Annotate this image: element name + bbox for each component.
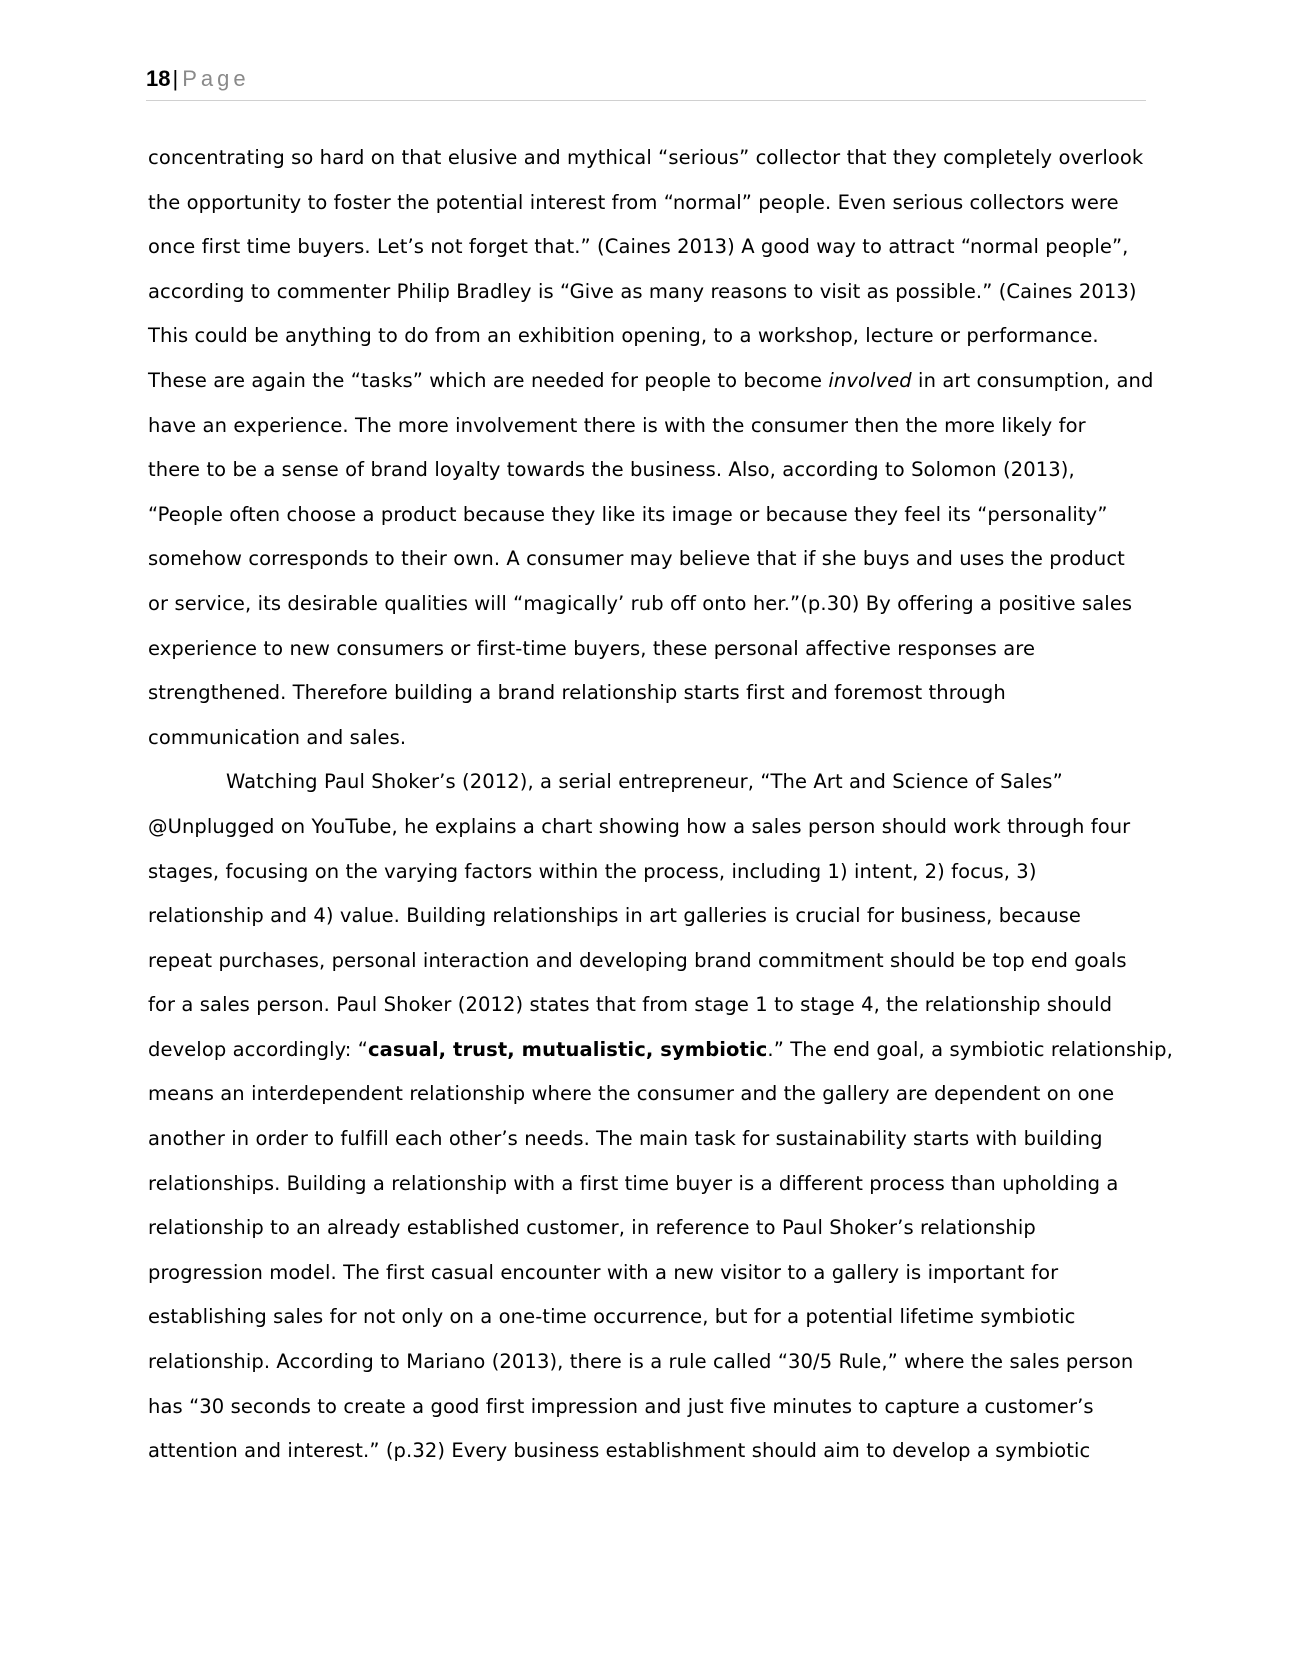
text-line: This could be anything to do from an exhibition opening, to a workshop, lecture or performance.: [148, 324, 1099, 348]
text-line: attention and interest.” (p.32) Every business establishment should aim to develop a symbiotic: [148, 1439, 1091, 1463]
text-line: concentrating so hard on that elusive and mythical “serious” collector that they completely overlook: [148, 146, 1144, 169]
text-line: repeat purchases, personal interaction and developing brand commitment should be top end goals: [148, 948, 1127, 972]
text-line: relationship to an already established customer, in reference to Paul Shoker’s relationship: [148, 1216, 1036, 1240]
text-line: relationship and 4) value. Building relationships in art galleries is crucial for business, because: [148, 904, 1082, 928]
text-line: establishing sales for not only on a one-time occurrence, but for a potential lifetime symbiotic: [148, 1305, 1076, 1329]
page-header: [146, 66, 1146, 101]
text-line: relationship. According to Mariano (2013), there is a rule called “30/5 Rule,” where the sales person: [148, 1350, 1134, 1374]
text-line: communication and sales.: [148, 725, 407, 749]
text-line: experience to new consumers or first-time buyers, these personal affective responses are: [148, 636, 1036, 660]
document-body: [148, 136, 1173, 1474]
text-line: another in order to fulfill each other’s needs. The main task for sustainability starts with building: [148, 1127, 1103, 1151]
paragraph-start-line: Watching Paul Shoker’s (2012), a serial entrepreneur, “The Art and Science of Sales”: [226, 770, 1063, 794]
text-line: relationships. Building a relationship with a first time buyer is a different process than upholding a: [148, 1171, 1119, 1195]
text-line: strengthened. Therefore building a brand relationship starts first and foremost through: [148, 681, 1006, 705]
text-line: according to commenter Philip Bradley is “Give as many reasons to visit as possible.” (Caines 2013): [148, 279, 1137, 303]
text-line: there to be a sense of brand loyalty towards the business. Also, according to Solomon (2013),: [148, 458, 1075, 482]
text-line: have an experience. The more involvement there is with the consumer then the more likely for: [148, 413, 1086, 437]
text-line: means an interdependent relationship where the consumer and the gallery are dependent on one: [148, 1082, 1115, 1106]
text-line: “People often choose a product because they like its image or because they feel its “personality”: [148, 502, 1108, 526]
text-line: for a sales person. Paul Shoker (2012) states that from stage 1 to stage 4, the relationship should: [148, 993, 1113, 1017]
text-line: once first time buyers. Let’s not forget that.” (Caines 2013) A good way to attract “normal people”,: [148, 235, 1129, 259]
text-line: somehow corresponds to their own. A consumer may believe that if she buys and uses the product: [148, 547, 1125, 571]
text-line: the opportunity to foster the potential interest from “normal” people. Even serious collectors were: [148, 190, 1119, 214]
emphasis-involved: involved: [828, 368, 912, 392]
bold-stages: casual, trust, mutualistic, symbiotic: [367, 1037, 768, 1061]
text-line: has “30 seconds to create a good first impression and just five minutes to capture a customer’s: [148, 1394, 1094, 1418]
text-line: develop accordingly: “casual, trust, mutualistic, symbiotic.” The end goal, a symbiotic relationship,: [148, 1037, 1173, 1061]
text-line: These are again the “tasks” which are needed for people to become involved in art consumption, and: [148, 368, 1154, 392]
page-separator: |: [172, 66, 179, 91]
text-line: progression model. The first casual encounter with a new visitor to a gallery is important for: [148, 1260, 1059, 1284]
text-line: or service, its desirable qualities will “magically’ rub off onto her.”(p.30) By offering a positive sales: [148, 591, 1133, 615]
text-line: @Unplugged on YouTube, he explains a chart showing how a sales person should work through four: [148, 814, 1131, 838]
page-number: 18: [146, 66, 171, 91]
text-line: stages, focusing on the varying factors within the process, including 1) intent, 2) focus, 3): [148, 859, 1037, 883]
page-label: Page: [182, 66, 250, 91]
